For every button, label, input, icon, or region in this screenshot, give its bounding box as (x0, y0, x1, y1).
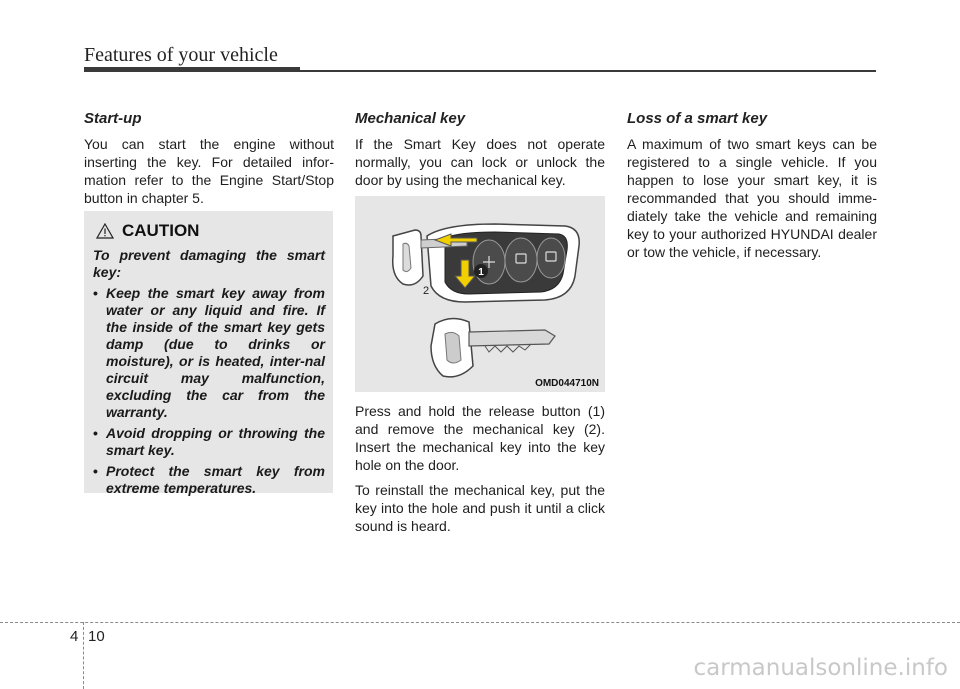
start-up-heading: Start-up (84, 110, 142, 127)
header-rule-thick (84, 67, 300, 72)
caution-item: • Keep the smart key away from water or any liquid and fire. If the inside of the smart key gets damp (due to drinks or moisture), or is heated, inter-nal circuit may malfunction, excluding the car from the warranty. (93, 285, 325, 421)
caution-title: CAUTION (122, 221, 200, 240)
chapter-number: 4 (70, 628, 79, 645)
start-up-body: You can start the engine without inserting the key. For detailed infor-mation refer to the Engine Start/Stop button in chapter 5. (84, 136, 334, 206)
mechanical-key-reinstall-text: To reinstall the mechanical key, put the key into the hole and push it until a click sound is heard. (355, 482, 605, 534)
loss-body: A maximum of two smart keys can be registered to a single vehicle. If you happen to lose your smart key, it is recommanded that you should imme-diately take the vehicle and remaining key to your authorized HYUNDAI dealer or tow the vehicle, if necessary. (627, 136, 877, 260)
figure-callout-1: 1 (478, 267, 484, 278)
column-start-up (84, 110, 334, 214)
footer-rule (0, 622, 960, 623)
figure-code: OMD044710N (535, 378, 599, 389)
mechanical-key-heading: Mechanical key (355, 110, 466, 127)
caution-item: • Protect the smart key from extreme temperatures. (93, 463, 325, 497)
caution-intro: To prevent damaging the smart key: (93, 247, 325, 280)
loss-heading: Loss of a smart key (627, 110, 768, 127)
footer-divider (83, 622, 84, 689)
header-rule-thin (300, 70, 876, 72)
caution-header (96, 221, 325, 241)
page-header-title: Features of your vehicle (84, 44, 278, 66)
mechanical-key-remove-text: Press and hold the release button (1) and remove the mechanical key (2). Insert the mechanical key into the key hole on the door. (355, 403, 605, 473)
page-number: 10 (88, 628, 105, 645)
watermark-text: carmanualsonline.info (693, 655, 948, 681)
figure-callout-2: 2 (423, 285, 430, 297)
mechanical-key-intro: If the Smart Key does not operate normally, you can lock or unlock the door by using the mechanical key. (355, 136, 605, 188)
column-mechanical-key (355, 110, 605, 542)
caution-item: • Avoid dropping or throwing the smart key. (93, 425, 325, 459)
caution-list (93, 285, 325, 497)
warning-triangle-icon (96, 223, 114, 239)
column-loss-of-key (627, 110, 877, 268)
smart-key-drawing (355, 196, 605, 392)
smart-key-illustration (355, 196, 605, 392)
caution-box (84, 211, 333, 496)
